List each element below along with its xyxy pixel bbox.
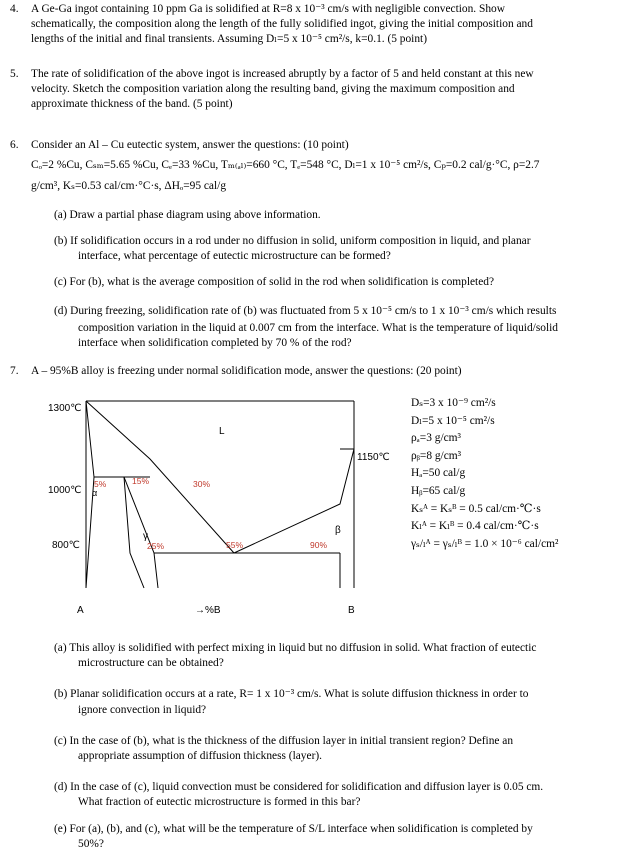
question-6d-line-3: interface when solidification completed by 70 % of the rod? <box>78 337 352 349</box>
comp-55pct: 55% <box>226 540 244 550</box>
question-5-line-1: The rate of solidification of the above ingot is increased abruptly by a factor of 5 and held constant at this new <box>31 68 534 80</box>
question-6d-line-2: composition variation in the liquid at 0.007 cm from the interface. What is the temperature of liquid/solid <box>78 322 558 334</box>
question-6d-line-1: (d) During freezing, solidification rate of (b) was fluctuated from 5 x 10⁻⁵ cm/s to 1 x 10⁻³ cm/s which results <box>54 305 557 317</box>
gamma-boundary <box>124 477 144 588</box>
material-properties <box>411 396 558 554</box>
question-7a-line-2: microstructure can be obtained? <box>78 657 224 669</box>
question-4-text <box>31 2 631 47</box>
property-line: Hᵦ=65 cal/g <box>411 484 466 497</box>
question-7e-line-1: (e) For (a), (b), and (c), what will be the temperature of S/L interface when solidification is completed by <box>54 823 533 835</box>
gamma-right-boundary <box>124 477 158 588</box>
question-7c-line-2: appropriate assumption of diffusion thickness (layer). <box>78 750 322 762</box>
question-7b-line-2: ignore convection in liquid? <box>78 704 207 716</box>
property-line: Dₗ=5 x 10⁻⁵ cm²/s <box>411 414 495 427</box>
question-7d-line-1: (d) In the case of (c), liquid convection must be considered for solidification and diffusion layer is 0.05 cm. <box>54 781 544 793</box>
comp-90pct: 90% <box>310 540 328 550</box>
property-line: Dₛ=3 x 10⁻⁹ cm²/s <box>411 397 496 409</box>
phase-label-liquid: L <box>219 426 225 437</box>
question-6a: (a) Draw a partial phase diagram using above information. <box>54 209 321 221</box>
phase-label-beta: β <box>335 525 341 536</box>
temp-800: 800℃ <box>52 540 80 551</box>
question-7a-line-1: (a) This alloy is solidified with perfect mixing in liquid but no diffusion in solid. What fraction of eutectic <box>54 642 537 654</box>
comp-5pct: 5% <box>94 479 107 489</box>
question-6-intro: Consider an Al – Cu eutectic system, answer the questions: (10 point) <box>31 139 349 151</box>
question-7-number: 7. <box>10 365 19 377</box>
liquidus-right <box>234 449 354 553</box>
property-line: Kₛᴬ = Kₛᴮ = 0.5 cal/cm·℃·s <box>411 502 541 515</box>
question-7c-line-1: (c) In the case of (b), what is the thickness of the diffusion layer in initial transient region? Define an <box>54 735 514 747</box>
temp-1000: 1000℃ <box>48 485 82 496</box>
question-6-params-2: g/cm³, Kₛ=0.53 cal/cm·°C·s, ΔHₒ=95 cal/g <box>31 180 227 192</box>
property-line: ρₐ=3 g/cm³ <box>411 432 461 445</box>
question-7e-line-2: 50%? <box>78 838 104 850</box>
question-5-line-2: velocity. Sketch the composition variation along the resulting band, giving the maximum composition and <box>31 83 515 96</box>
question-6-params-1: Cₒ=2 %Cu, Cₛₘ=5.65 %Cu, Cₑ=33 %Cu, Tₘ₍ₐₗ₎=660 °C, Tₑ=548 °C, Dₗ=1 x 10⁻⁵ cm²/s, Cₚ=0.2 cal/g·°C, ρ=2.7 <box>31 159 540 171</box>
question-4-line-3: lengths of the initial and final transients. Assuming Dₗ=5 x 10⁻⁵ cm²/s, k=0.1. (5 point) <box>31 33 428 46</box>
phase-label-alpha: α <box>92 488 98 498</box>
question-6b-line-1: (b) If solidification occurs in a rod under no diffusion in solid, uniform composition in liquid, and planar <box>54 235 531 247</box>
question-7d-line-2: What fraction of eutectic microstructure is formed in this bar? <box>78 796 361 808</box>
axis-label: →%B <box>195 605 221 616</box>
question-7-intro: A – 95%B alloy is freezing under normal solidification mode, answer the questions: (20 point) <box>31 365 462 377</box>
question-4-line-1: A Ge-Ga ingot containing 10 ppm Ga is solidified at R=8 x 10⁻³ cm/s with negligible convection. Show <box>31 3 505 15</box>
comp-30pct: 30% <box>193 479 211 489</box>
question-5-number: 5. <box>10 68 19 80</box>
question-4-line-2: schematically, the composition along the length of the fully solidified ingot, giving the initial composition and <box>31 18 533 31</box>
question-5-text <box>31 67 631 112</box>
axis-end-a: A <box>77 605 84 616</box>
phase-diagram <box>40 394 390 624</box>
temp-1300: 1300℃ <box>48 403 82 414</box>
question-7b-line-1: (b) Planar solidification occurs at a rate, R= 1 x 10⁻³ cm/s. What is solute diffusion thickness in order to <box>54 688 529 700</box>
comp-25pct: 25% <box>147 541 165 551</box>
temp-1150: 1150℃ <box>357 452 390 463</box>
question-6c: (c) For (b), what is the average composition of solid in the rod when solidification is completed? <box>54 276 495 288</box>
property-line: ρᵦ=8 g/cm³ <box>411 449 462 462</box>
property-line: γₛ/ₗᴬ = γₛ/ₗᴮ = 1.0 × 10⁻⁶ cal/cm² <box>411 537 559 550</box>
phase-label-gamma: γ <box>143 531 148 542</box>
comp-15pct: 15% <box>132 476 150 486</box>
question-4-number: 4. <box>10 3 19 15</box>
axis-end-b: B <box>348 605 355 616</box>
property-line: Kₗᴬ = Kₗᴮ = 0.4 cal/cm·℃·s <box>411 520 539 533</box>
question-6b-line-2: interface, what percentage of eutectic microstructure can be formed? <box>78 250 391 262</box>
question-5-line-3: approximate thickness of the band. (5 point) <box>31 98 233 111</box>
question-6-number: 6. <box>10 139 19 151</box>
property-line: Hₐ=50 cal/g <box>411 467 466 480</box>
